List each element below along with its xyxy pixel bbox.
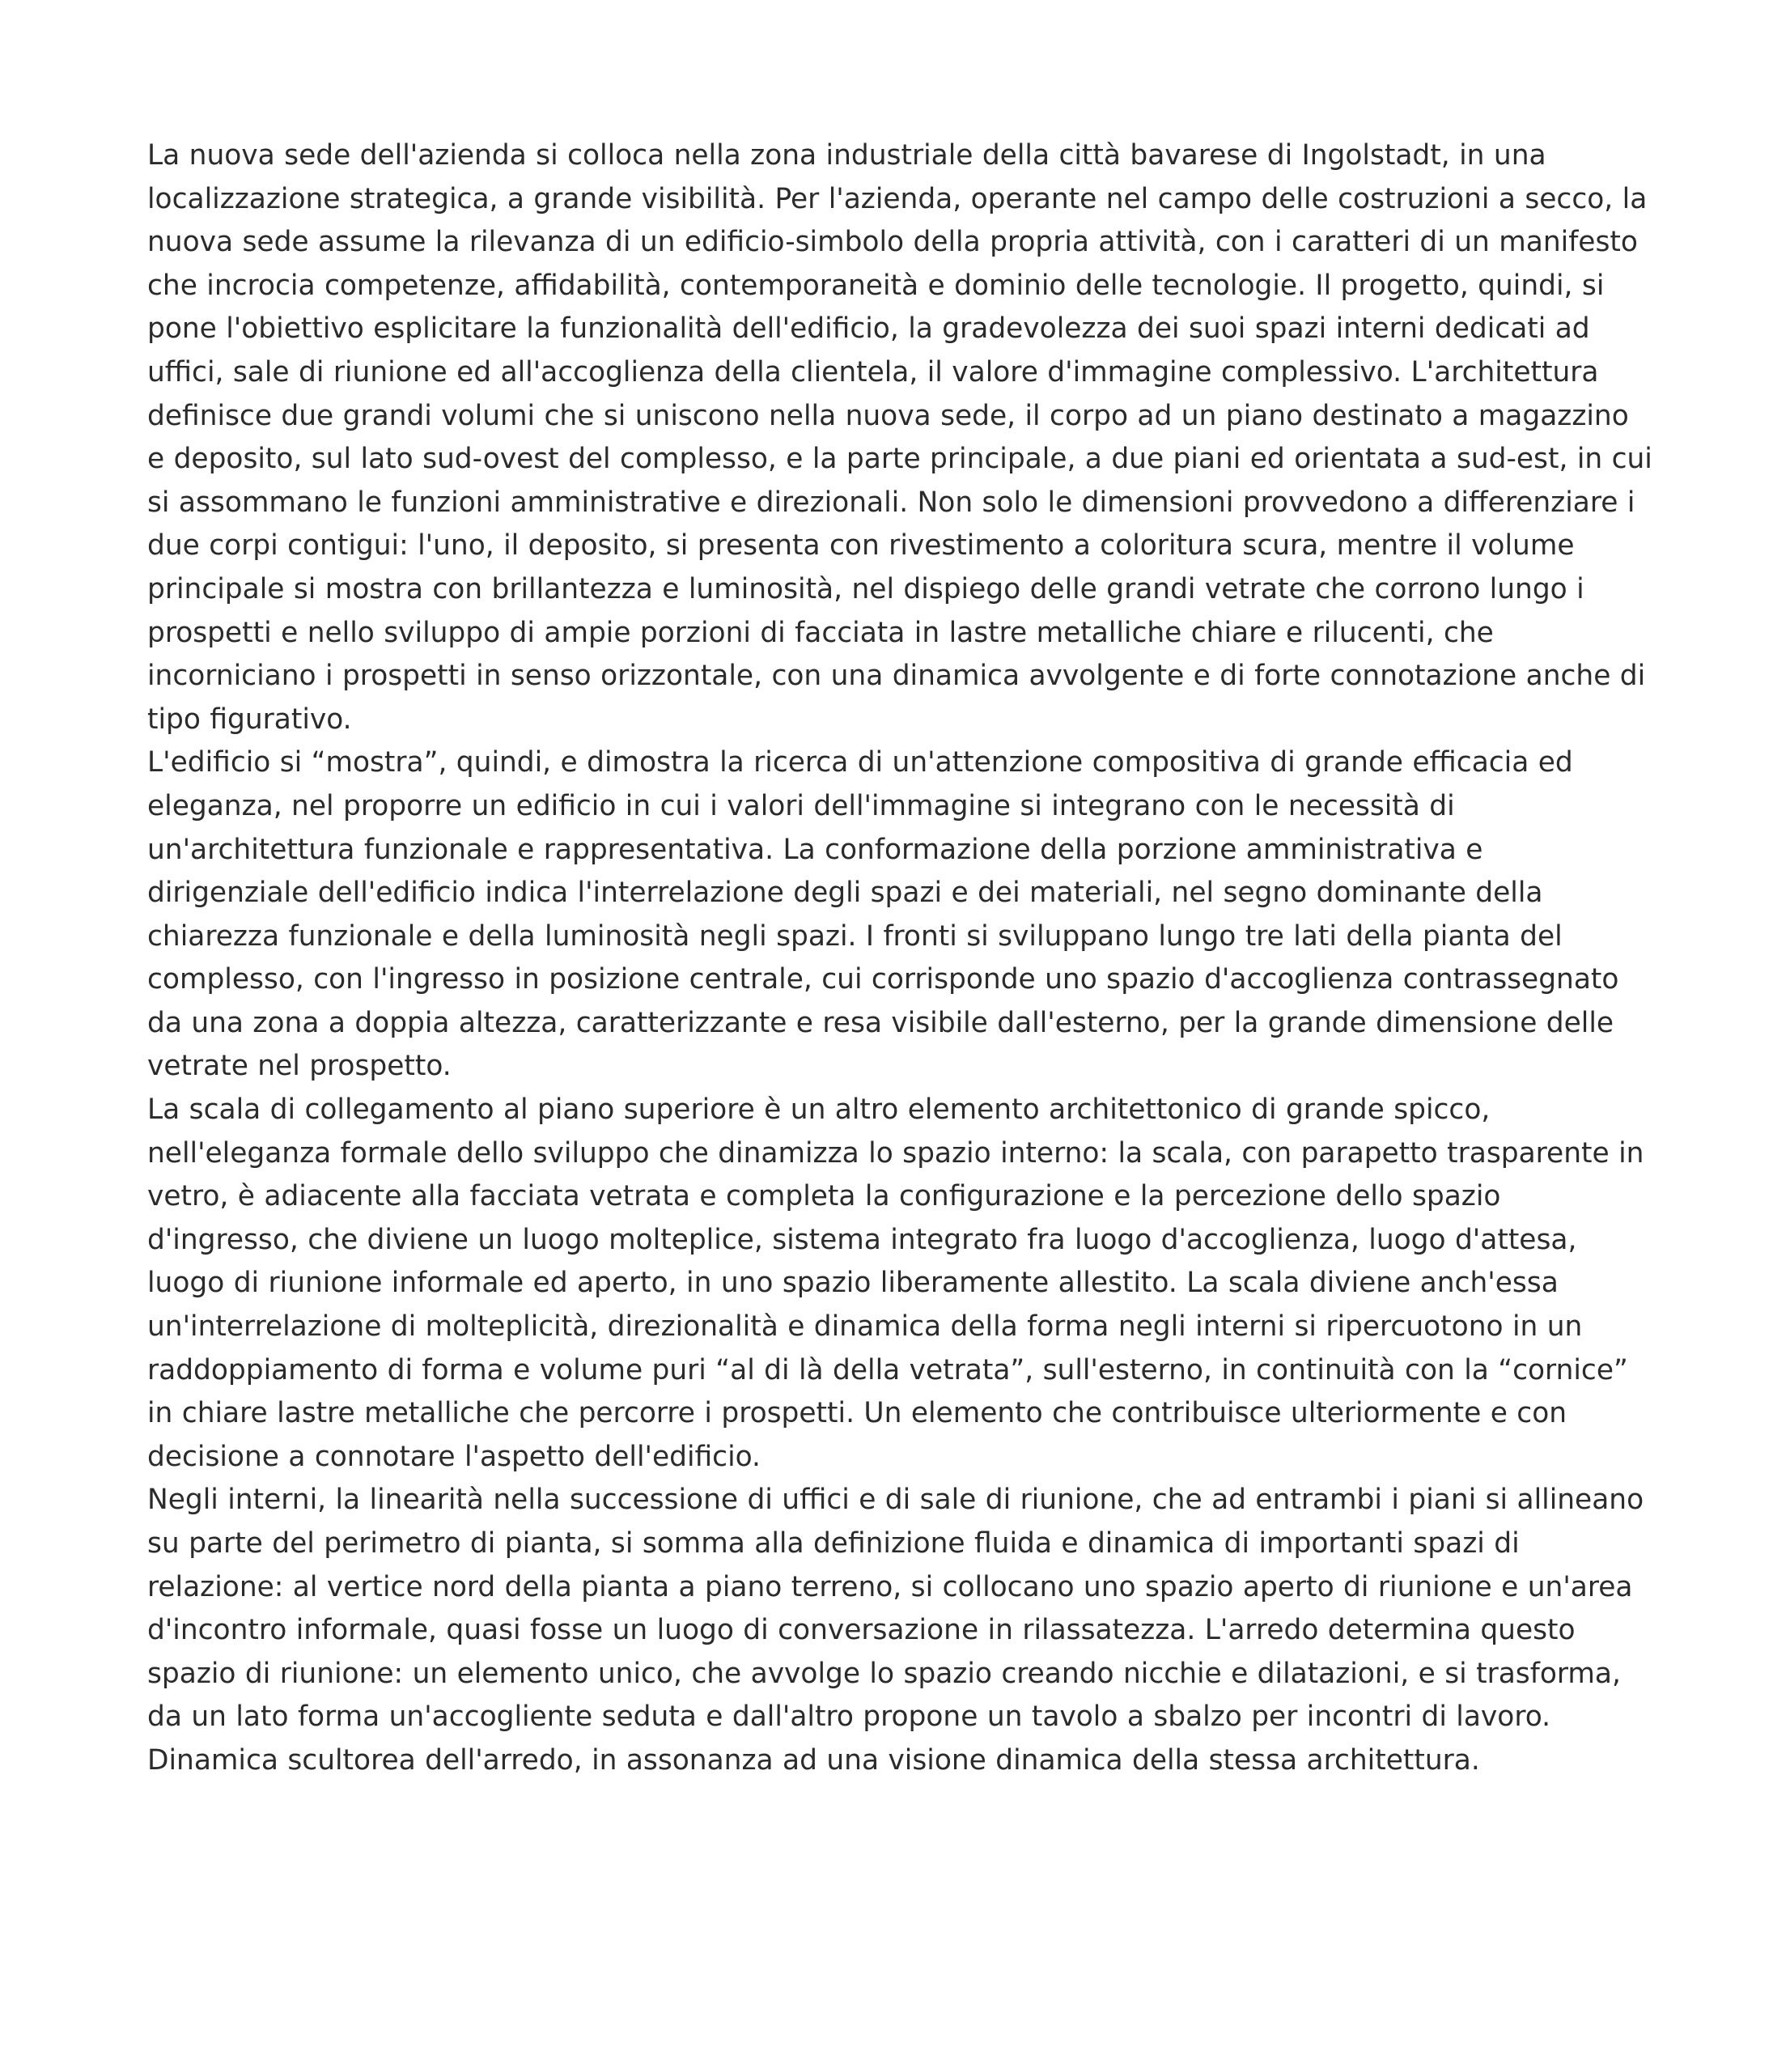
paragraph-2: L'edificio si “mostra”, quindi, e dimostra la ricerca di un'attenzione compositiva di grande efficacia ed eleganza, nel proporre un edificio in cui i valori dell'immagine si integrano con le necessità di un'architettura funzionale e rappresentativa. La conformazione della porzione amministrativa e dirigenziale dell'edificio indica l'interrelazione degli spazi e dei materiali, nel segno dominante della chiarezza funzionale e della luminosità negli spazi. I fronti si sviluppano lungo tre lati della pianta del complesso, con l'ingresso in posizione centrale, cui corrisponde uno spazio d'accoglienza contrassegnato da una zona a doppia altezza, caratterizzante e resa visibile dall'esterno, per la grande dimensione delle vetrate nel prospetto. [147, 746, 1619, 1083]
paragraph-3: La scala di collegamento al piano superiore è un altro elemento architettonico di grande spicco, nell'eleganza formale dello sviluppo che dinamizza lo spazio interno: la scala, con parapetto trasparente in vetro, è adiacente alla facciata vetrata e completa la configurazione e la percezione dello spazio d'ingresso, che diviene un luogo molteplice, sistema integrato fra luogo d'accoglienza, luogo d'attesa, luogo di riunione informale ed aperto, in uno spazio liberamente allestito. La scala diviene anch'essa un'interrelazione di molteplicità, direzionalità e dinamica della forma negli interni si ripercuotono in un raddoppiamento di forma e volume puri “al di là della vetrata”, sull'esterno, in continuità con la “cornice” in chiare lastre metalliche che percorre i prospetti. Un elemento che contribuisce ulteriormente e con decisione a connotare l'aspetto dell'edificio. [147, 1093, 1644, 1473]
paragraph-1: La nuova sede dell'azienda si colloca nella zona industriale della città bavarese di Ingolstadt, in una localizzazione strategica, a grande visibilità. Per l'azienda, operante nel campo delle costruzioni a secco, la nuova sede assume la rilevanza di un edificio-simbolo della propria attività, con i caratteri di un manifesto che incrocia competenze, affidabilità, contemporaneità e dominio delle tecnologie. Il progetto, quindi, si pone l'obiettivo esplicitare la funzionalità dell'edificio, la gradevolezza dei suoi spazi interni dedicati ad uffici, sale di riunione ed all'accoglienza della clientela, il valore d'immagine complessivo. L'architettura definisce due grandi volumi che si uniscono nella nuova sede, il corpo ad un piano destinato a magazzino e deposito, sul lato sud-ovest del complesso, e la parte principale, a due piani ed orientata a sud-est, in cui si assommano le funzioni amministrative e direzionali. Non solo le dimensioni provvedono a differenziare i due corpi contigui: l'uno, il deposito, si presenta con rivestimento a coloritura scura, mentre il volume principale si mostra con brillantezza e luminosità, nel dispiego delle grandi vetrate che corrono lungo i prospetti e nello sviluppo di ampie porzioni di facciata in lastre metalliche chiare e rilucenti, che incorniciano i prospetti in senso orizzontale, con una dinamica avvolgente e di forte connotazione anche di tipo figurativo. [147, 139, 1652, 736]
document-body [147, 134, 1652, 1783]
paragraph-4: Negli interni, la linearità nella successione di uffici e di sale di riunione, che ad entrambi i piani si allineano su parte del perimetro di pianta, si somma alla definizione fluida e dinamica di importanti spazi di relazione: al vertice nord della pianta a piano terreno, si collocano uno spazio aperto di riunione e un'area d'incontro informale, quasi fosse un luogo di conversazione in rilassatezza. L'arredo determina questo spazio di riunione: un elemento unico, che avvolge lo spazio creando nicchie e dilatazioni, e si trasforma, da un lato forma un'accogliente seduta e dall'altro propone un tavolo a sbalzo per incontri di lavoro. Dinamica scultorea dell'arredo, in assonanza ad una visione dinamica della stessa architettura. [147, 1484, 1644, 1777]
